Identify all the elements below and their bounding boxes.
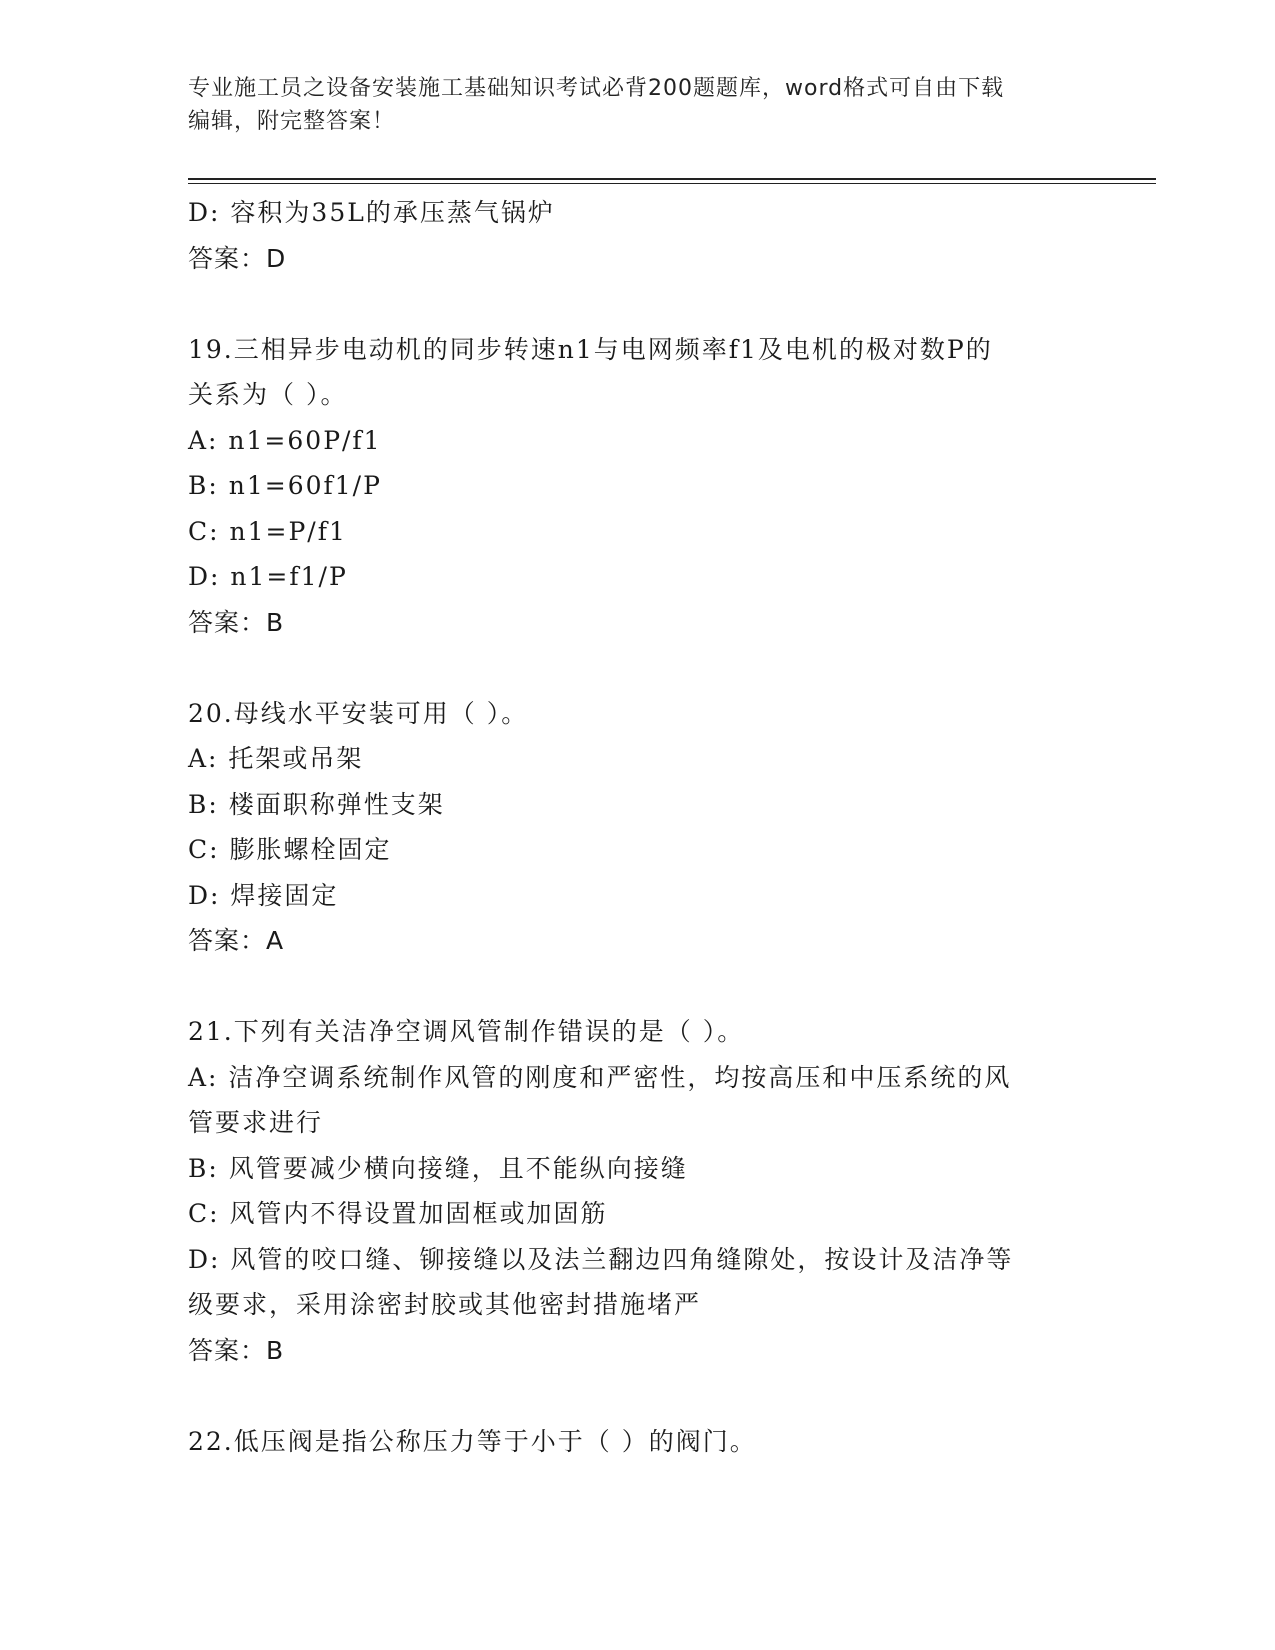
header-divider-thick	[188, 178, 1156, 180]
spacer	[188, 1373, 1068, 1419]
spacer	[188, 645, 1068, 691]
option-c: C: 膨胀螺栓固定	[188, 835, 392, 864]
question-stem-line-2: 关系为（ ）。	[188, 380, 348, 409]
option-c: C: 风管内不得设置加固框或加固筋	[188, 1199, 608, 1228]
document-header	[188, 72, 1088, 138]
answer-line: 答案：B	[188, 607, 285, 637]
option-a-line-1: A: 洁净空调系统制作风管的刚度和严密性，均按高压和中压系统的风	[188, 1062, 1012, 1092]
option-b: B: 楼面职称弹性支架	[188, 789, 445, 819]
spacer	[188, 281, 1068, 327]
option-c: C: n1=P/f1	[188, 516, 347, 546]
answer-line: 答案：A	[188, 926, 285, 955]
option-b: B: n1=60f1/P	[188, 471, 382, 500]
option-d: D: 焊接固定	[188, 880, 339, 910]
question-stem: 21.下列有关洁净空调风管制作错误的是（ ）。	[188, 1017, 745, 1046]
question-19	[188, 327, 1068, 646]
header-title-line-2: 编辑，附完整答案！	[188, 109, 396, 134]
question-stem: 20.母线水平安装可用（ ）。	[188, 698, 529, 728]
question-22	[188, 1419, 1068, 1465]
option-d-line-1: D: 风管的咬口缝、铆接缝以及法兰翻边四角缝隙处，按设计及洁净等	[188, 1244, 1014, 1274]
option-b: B: 风管要减少横向接缝，且不能纵向接缝	[188, 1153, 688, 1183]
answer-line: 答案：D	[188, 243, 287, 273]
question-stem-line-1: 19.三相异步电动机的同步转速n1与电网频率f1及电机的极对数P的	[188, 334, 993, 364]
header-divider-thin	[188, 183, 1156, 184]
header-title-line-1: 专业施工员之设备安装施工基础知识考试必背200题题库，word格式可自由下载	[188, 76, 1005, 101]
option-d: D: n1=f1/P	[188, 562, 348, 591]
question-18	[188, 190, 1068, 281]
question-21	[188, 1009, 1068, 1373]
option-d: D: 容积为35L的承压蒸气锅炉	[188, 198, 555, 227]
option-d-line-2: 级要求，采用涂密封胶或其他密封措施堵严	[188, 1290, 702, 1319]
question-20	[188, 691, 1068, 964]
spacer	[188, 964, 1068, 1010]
question-list	[188, 190, 1068, 1464]
option-a: A: 托架或吊架	[188, 744, 364, 773]
question-stem: 22.低压阀是指公称压力等于小于（ ）的阀门。	[188, 1426, 757, 1456]
answer-line: 答案：B	[188, 1335, 285, 1365]
option-a-line-2: 管要求进行	[188, 1108, 324, 1137]
option-a: A: n1=60P/f1	[188, 425, 382, 455]
